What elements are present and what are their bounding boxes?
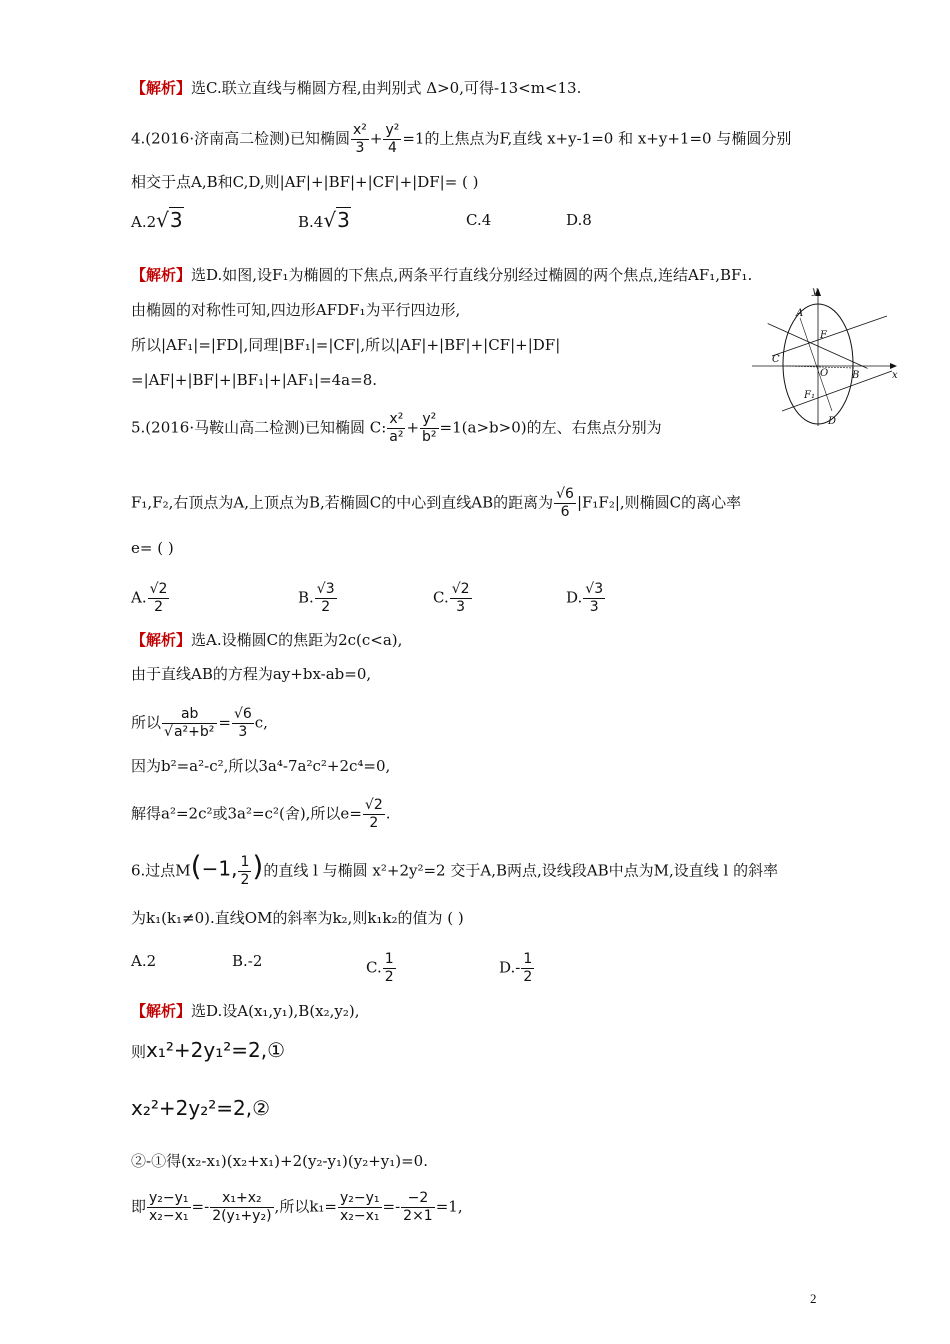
- q4-analysis-line1: 【解析】选D.如图,设F₁为椭圆的下焦点,两条平行直线分别经过椭圆的两个焦点,连结AF₁,BF₁.: [131, 266, 753, 284]
- line-ab: [768, 291, 868, 400]
- q4-stem-line2: 相交于点A,B和C,D,则|AF|+|BF|+|CF|+|DF|= ( ): [131, 173, 479, 191]
- q6-stem-line1: 6.过点M(−1, $\frac{1}{2}$ )的直线 l 与椭圆 x²+2y²=2 交于A,B两点,设线段AB中点为M,设直线 l 的斜率: [131, 849, 779, 888]
- q4-option-c: C.4: [466, 211, 492, 229]
- q4-stem-line1: 4.(2016·济南高二检测)已知椭圆 $\frac{\text{x²}}{3}$ + $\frac{\text{y²}}{4}$ =1的上焦点为F,直线 x+y-1=0 和 x+y+1=0 与椭圆分别: [131, 122, 792, 156]
- q4-option-b: B.4√3: [298, 208, 350, 232]
- q5-stem-line2: F₁,F₂,右顶点为A,上顶点为B,若椭圆C的中心到直线AB的距离为 $\frac{√6}{6}$ |F₁F₂|,则椭圆C的离心率: [131, 486, 742, 520]
- q5-stem-line1: 5.(2016·马鞍山高二检测)已知椭圆 C: $\frac{\text{x²}}{\text{a²}}$ + $\frac{\text{y²}}{\text{b²}}$ =1(a>b>0)的左、右焦点分别为: [131, 411, 662, 445]
- label-b: B: [852, 370, 860, 381]
- q4-suffix: =1的上焦点为F,直线 x+y-1=0 和 x+y+1=0 与椭圆分别: [402, 129, 792, 148]
- q6-analysis-line5: 即 $\frac{\text{y₂−y₁}}{\text{x₂−x₁}}$ =- $\frac{\text{x₁+x₂}}{\text{2(y₁+y₂)}}$ ,所以k₁= $\frac{\text{y₂−y₁}}{\text{x₂−x₁}}$ =- $\frac{-2}{2\times 1}$ =1,: [131, 1190, 463, 1224]
- q6-analysis-line4: ②-①得(x₂-x₁)(x₂+x₁)+2(y₂-y₁)(y₂+y₁)=0.: [131, 1152, 428, 1170]
- label-a: A: [796, 308, 804, 319]
- q6-option-d: D.- $\frac{1}{2}$: [499, 951, 533, 985]
- q4-prefix: 4.(2016·济南高二检测)已知椭圆: [131, 129, 350, 148]
- q6-option-a: A.2: [131, 952, 157, 970]
- q5-analysis-line1: 【解析】选A.设椭圆C的焦距为2c(c<a),: [131, 631, 403, 649]
- line-lower: [782, 371, 892, 411]
- analysis-tag: 【解析】: [131, 79, 192, 97]
- label-y: y: [812, 286, 818, 297]
- q6-stem-line2: 为k₁(k₁≠0).直线OM的斜率为k₂,则k₁k₂的值为 ( ): [131, 909, 464, 927]
- q6-option-b: B.-2: [232, 952, 263, 970]
- q5-option-a: A. $\frac{√2}{2}$: [131, 581, 168, 615]
- line-upper: [772, 316, 887, 356]
- q6-analysis-line2: 则x₁²+2y₁²=2,①: [131, 1038, 286, 1062]
- q4-option-d: D.8: [566, 211, 592, 229]
- q5-option-b: B. $\frac{√3}{2}$: [298, 581, 335, 615]
- q4-frac-x: $\frac{\text{x²}}{3}$: [352, 122, 367, 156]
- q5-stem-line3: e= ( ): [131, 539, 174, 557]
- x-axis-arrow: [890, 363, 897, 369]
- q4-option-a: A.2√3: [131, 208, 183, 232]
- q5-option-d: D. $\frac{√3}{3}$: [566, 581, 604, 615]
- label-c: C: [772, 354, 780, 365]
- q6-analysis-line1: 【解析】选D.设A(x₁,y₁),B(x₂,y₂),: [131, 1002, 360, 1020]
- label-x: x: [892, 370, 898, 381]
- label-f: F: [820, 330, 827, 341]
- page-number: 2: [810, 1291, 817, 1306]
- q4-frac-y: $\frac{\text{y²}}{4}$: [385, 122, 400, 156]
- ellipse-figure: [752, 286, 902, 432]
- q4-analysis-line3: 所以|AF₁|=|FD|,同理|BF₁|=|CF|,所以|AF|+|BF|+|CF|+|DF|: [131, 336, 561, 354]
- label-o: O: [820, 368, 829, 379]
- q5-analysis-line3: 所以 $\frac{ab}{\text{√a²+b²}}$ = $\frac{√6}{3}$ c,: [131, 706, 268, 740]
- q6-analysis-line3: x₂²+2y₂²=2,②: [131, 1096, 270, 1120]
- q4-analysis-line4: =|AF|+|BF|+|BF₁|+|AF₁|=4a=8.: [131, 371, 378, 389]
- q5-analysis-line5: 解得a²=2c²或3a²=c²(舍),所以e= $\frac{√2}{2}$ .: [131, 797, 391, 831]
- q5-analysis-line4: 因为b²=a²-c²,所以3a⁴-7a²c²+2c⁴=0,: [131, 757, 391, 775]
- q5-option-c: C. $\frac{√2}{3}$: [433, 581, 470, 615]
- label-f1: F₁: [804, 390, 815, 401]
- q4-analysis-line2: 由椭圆的对称性可知,四边形AFDF₁为平行四边形,: [131, 301, 461, 319]
- q3-analysis: [131, 78, 581, 98]
- q3-analysis-text: 选C.联立直线与椭圆方程,由判别式 Δ>0,可得-13<m<13.: [191, 79, 582, 97]
- label-d: D: [828, 416, 837, 427]
- q5-analysis-line2: 由于直线AB的方程为ay+bx-ab=0,: [131, 665, 372, 683]
- q6-option-c: C. $\frac{1}{2}$: [366, 951, 394, 985]
